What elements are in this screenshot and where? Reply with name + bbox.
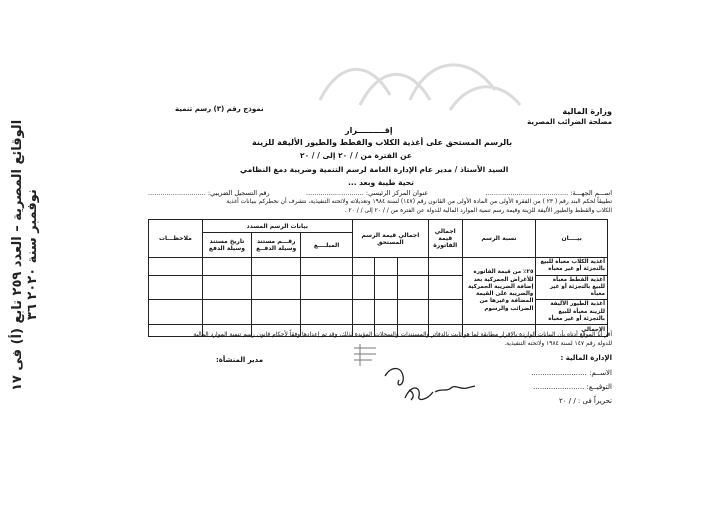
addressee-line: السيد الأستاذ / مدير عام الإدارة العامة لرسم التنمية وضريبة دمغ النظامي	[240, 165, 509, 174]
col-payment-number: رقـــم مستند وسيلة الدفــع	[252, 233, 301, 258]
table-cell	[428, 258, 462, 276]
col-invoice-total: اجمالي قيمة الفاتورة	[428, 220, 462, 258]
table-row: أغذية القطط معبأة للبيع بالتجزئة أو غير معبأة	[536, 275, 608, 300]
table-row: أغذية الكلاب معبأة للبيع بالتجزئة أو غير معبأة	[536, 258, 608, 276]
signatory-name-field: الاســم: .........................	[531, 369, 612, 377]
table-row: أغذية الطيور الأليفة للزينة معبأة للبيع بالتجزئة أو غير معبأة	[536, 300, 608, 325]
entity-name-field: اســـم الجهـــة: ........................................	[485, 189, 612, 197]
fee-declaration-table	[148, 219, 608, 337]
col-fee-total: اجمالي قيمة الرسم المستحق	[352, 220, 428, 258]
total-label: الإجمالي	[536, 325, 608, 337]
page-title: إقــــــــــرار	[345, 126, 393, 135]
issue-date-field: تحريراً فى : / / ٢٠	[559, 397, 612, 405]
intro-line-1: تطبيقاً لحكم البند رقم ( ٢٣ ) من الفقرة الأولى من المادة الأولى من القانون رقم (١٤٧) لسنة ١٩٨٤ وتعديلاته ولائحته التنفيذية، نتشرف أن نخطركم ببيانات أغذية	[226, 199, 612, 205]
col-item: بيــــان	[536, 220, 608, 258]
form-number: نموذج رقم (٣) رسم تنمية	[175, 105, 264, 113]
tax-registration-field: رقم التسجيل الضريبي: ............................	[148, 189, 270, 197]
col-rate: نسبة الرسم	[462, 220, 536, 258]
authority-name: مصلحة الضرائب المصرية	[527, 118, 612, 126]
manager-label: مدير المنشأة:	[216, 356, 264, 364]
declaration-line-2: للدولة رقم ١٤٧ لسنة ١٩٨٤ ولائحته التنفيذية.	[504, 341, 612, 347]
rate-cell: ٢٥٪ من قيمة الفاتورة للأغراض الجمركية بعد إضافة الضريبة الجمركية والضريبة على القيمة المضافة وغيرها من الضرائب والرسوم	[462, 258, 536, 325]
watermark-logo	[300, 40, 530, 120]
period-line: عن الفترة من / / ٢٠ إلى / / ٢٠	[300, 151, 412, 160]
ministry-name: وزارة المالية	[562, 107, 612, 116]
handwritten-signature	[375, 362, 485, 404]
declaration-line-1: أقر أنا الموقع أدناه بأن البيانات الواردة بالإقرار مطابقة لما هو ثابت بالدفاتر والمستندات والسجلات المؤيدة لذلك، وقد تم إعدادها وفقاً لأحكام قانون رسم تنمية الموارد المالية	[193, 332, 612, 338]
signature-field: التوقيــع: .......................	[533, 383, 612, 391]
entity-address-field: عنوان المركز الرئيسي: ............................	[306, 189, 429, 197]
col-payment-date: تاريخ مستند وسيلة الدفع	[202, 233, 251, 258]
intro-line-2: الكلاب والقطط والطيور الأليفة للزينة وقيمة رسم تنمية الموارد المالية للدولة عن الفترة من / / ٢٠ إلى / / ٢٠ .	[344, 208, 612, 214]
col-notes: ملاحظـــات	[149, 220, 203, 258]
col-paid-amount: المبلــــغ	[301, 233, 352, 258]
greeting-line: تحية طيبة وبعد ...	[348, 178, 414, 187]
gazette-sidebar-text: الوقائع المصرية – العدد ٢٥٩ تابع (أ) فى ١٧ نوفمبر سنة ٢٠٢٠ ٣٦	[10, 119, 40, 391]
finance-admin-label: الإدارة المالية :	[560, 354, 612, 362]
page-subtitle: بالرسم المستحق على أغذية الكلاب والقطط والطيور الأليفة للزينة	[252, 138, 513, 147]
col-paid-group: بيانات الرسم المسدد	[202, 220, 352, 233]
